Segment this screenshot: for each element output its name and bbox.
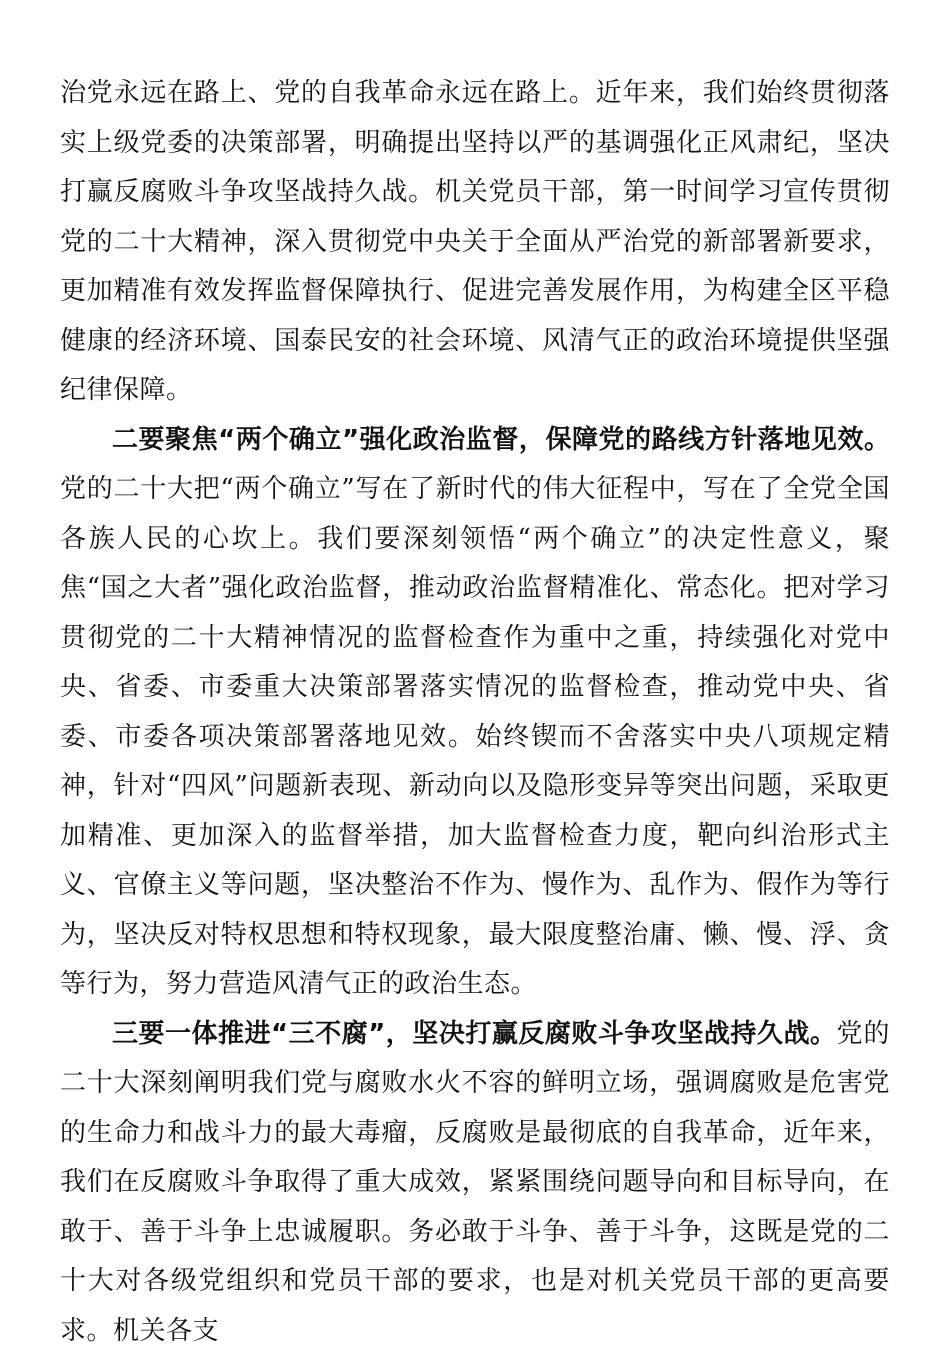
paragraph-1 — [60, 69, 890, 416]
paragraph-1-text: 治党永远在路上、党的自我革命永远在路上。近年来，我们始终贯彻落实上级党委的决策部署，明确提出坚持以严的基调强化正风肃纪，坚决打赢反腐败斗争攻坚战持久战。机关党员干部，第一时间学习宣传贯彻党的二十大精神，深入贯彻党中央关于全面从严治党的新部署新要求，更加精准有效发挥监督保障执行、促进完善发展作用，为构建全区平稳健康的经济环境、国泰民安的社会环境、风清气正的政治环境提供坚强纪律保障。 — [60, 78, 890, 405]
paragraph-2 — [60, 416, 890, 1010]
paragraph-2-heading: 二要聚焦“两个确立”强化政治监督，保障党的路线方针落地见效。 — [112, 425, 890, 455]
document-page — [60, 69, 890, 1356]
paragraph-3-heading: 三要一体推进“三不腐”，坚决打赢反腐败斗争攻坚战持久战。 — [112, 1019, 836, 1049]
paragraph-3 — [60, 1010, 890, 1356]
paragraph-2-text: 党的二十大把“两个确立”写在了新时代的伟大征程中，写在了全党全国各族人民的心坎上。我们要深刻领悟“两个确立”的决定性意义，聚焦“国之大者”强化政治监督，推动政治监督精准化、常态化。把对学习贯彻党的二十大精神情况的监督检查作为重中之重，持续强化对党中央、省委、市委重大决策部署落实情况的监督检查，推动党中央、省委、市委各项决策部署落地见效。始终锲而不舍落实中央八项规定精神，针对“四风”问题新表现、新动向以及隐形变异等突出问题，采取更加精准、更加深入的监督举措，加大监督检查力度，靶向纠治形式主义、官僚主义等问题，坚决整治不作为、慢作为、乱作为、假作为等行为，坚决反对特权思想和特权现象，最大限度整治庸、懒、慢、浮、贪等行为，努力营造风清气正的政治生态。 — [60, 474, 890, 999]
paragraph-3-text: 党的二十大深刻阐明我们党与腐败水火不容的鲜明立场，强调腐败是危害党的生命力和战斗力的最大毒瘤，反腐败是最彻底的自我革命，近年来，我们在反腐败斗争取得了重大成效，紧紧围绕问题导向和目标导向，在敢于、善于斗争上忠诚履职。务必敢于斗争、善于斗争，这既是党的二十大对各级党组织和党员干部的要求，也是对机关党员干部的更高要求。机关各支 — [60, 1019, 890, 1346]
